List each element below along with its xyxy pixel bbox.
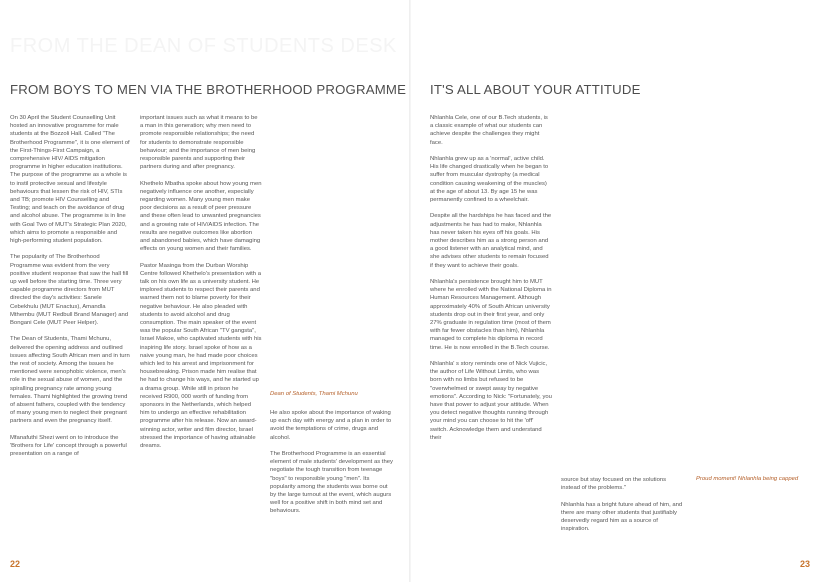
- paragraph: Mfanafuthi Shezi went on to introduce the 'Brothers for Life' concept through a powerful presentation on a range of: [10, 434, 127, 458]
- paragraph: Khethelo Mbatha spoke about how young men negatively influence one another, especially regarding women. Many young men make poor decisions as a result of peer pressure and these often lead to unwanted pregnancies and a growing rate of HIV/AIDS infection. The results are negative outcomes like abortion and abandoned babies, which have damaging effects on young women and their families.: [140, 180, 262, 253]
- paragraph: source but stay focused on the solutions instead of the problems.": [561, 477, 667, 492]
- page-gutter: [409, 0, 411, 582]
- paragraph: The Brotherhood Programme is an essential element of male students' development as they negotiate the tough transition from teenage "boys" to responsible young "men". Its popularity among the students was borne out by the large turnout at the event, which augurs well for a positive shift in both mind set and behaviours.: [270, 451, 393, 515]
- paragraph: Despite all the hardships he has faced and the adjustments he has had to make, Nhlanhla has never taken his eyes off his goals. His mother describes him as a strong person and a good listener with an analytical mind, and she advises other students to remain focused if they want to achieve their goals.: [430, 213, 552, 269]
- paragraph: The Dean of Students, Thami Mchunu, delivered the opening address and outlined issues affecting South African men and in turn the rest of society. Among the issues he mentioned were xenophobic violence, men's role in the sexual abuse of women, and the spiralling pregnancy rate among young females. Thami highlighted the growing trend of absent fathers, coupled with the tendency of many young men to neglect their pregnant partners and even the pregnancy itself.: [10, 336, 130, 425]
- left-column-2: [140, 114, 262, 458]
- photo-caption-dean: Dean of Students, Thami Mchunu: [270, 391, 358, 397]
- paragraph: On 30 April the Student Counselling Unit hosted an innovative programme for male students at the Bozzoli Hall. Called "The Brotherhood Programme", it is one element of the First-Things-First Campaign, a comprehensive HIV/ AIDS mitigation programme in higher education institutions. The purpose of the programme as a whole is to instil protective sexual and lifestyle behaviours that lessen the risk of HIV, STIs and TB; promote HIV Counselling and Testing; and teach on the avoidance of drug and alcohol abuse. The programme is in line with Goal Two of MUT's Strategic Plan 2020, which aims to promote a responsible and high-performing student population.: [10, 115, 130, 245]
- paragraph: Nhlanhla grew up as a 'normal', active child. His life changed drastically when he began to suffer from muscular dystrophy (a medical condition causing weakening of the muscles) at the age of about 13. By age 15 he was permanently confined to a wheelchair.: [430, 156, 549, 204]
- paragraph: Nhlanhla Cele, one of our B.Tech students, is a classic example of what our students can achieve despite the challenges they might face.: [430, 115, 548, 146]
- page-number-right: 23: [800, 559, 811, 569]
- article-heading-left: FROM BOYS TO MEN VIA THE BROTHERHOOD PROGRAMME: [10, 82, 407, 97]
- paragraph: Nhlanhla has a bright future ahead of him, and there are many other students that justifiably deservedly regard him as a source of inspiration.: [561, 501, 683, 533]
- banner-title: FROM THE DEAN OF STUDENTS DESK: [10, 35, 397, 57]
- paragraph: Pastor Masinga from the Durban Worship Centre followed Khethelo's presentation with a talk on his own life as a university student. He implored students to respect their parents and warned them not to blame poverty for their negative behaviour. He also pleaded with students to avoid alcohol and drug consumption. The main speaker of the event was the popular South African "TV gangsta", Israel Makoe, who captivated students with his inspiring life story. Israel spoke of how as a naive young man, he had made poor choices which led to his arrest and imprisonment for housebreaking. Prison made him realise that he had to change his ways, and he started up a drama group. While still in prison he received R900, 000 worth of funding from sponsors in the Netherlands, which helped him to undergo an effective rehabilitation programme after his release. Now an award-winning actor, writer and film director, Israel stressed the importance of having attainable dreams.: [140, 262, 262, 450]
- left-column-3: [270, 409, 395, 524]
- right-column-1: [430, 114, 552, 450]
- paragraph: Nhlanhla' s story reminds one of Nick Vujicic, the author of Life Without Limits, who was born with no limbs but refused to be "overwhelmed or swept away by negative emotions". According to Nick: "Fortunately, you have that power to adjust your attitude. When you detect negative thoughts running through your mind you can choose to hit the 'off' switch. Acknowledge them and understand their: [430, 361, 552, 441]
- paragraph: The popularity of The Brotherhood Programme was evident from the very positive student response that saw the hall fill up well before the starting time. Three very capable programme directors from MUT directed the day's activities: Sanele Cebekhulu (MUT Enactus), Amandla Mthembu (MUT Redbull Brand Manager) and Bongani Cele (MUT Peer Helper).: [10, 254, 129, 327]
- paragraph: important issues such as what it means to be a man in this generation; why men need to promote responsible relationships; the need for students to demonstrate responsible behaviour; and the importance of men being responsible parents and supporting their partners during and after pregnancy.: [140, 115, 258, 171]
- photo-caption-nhlanhla: Proud moment! Nhlanhla being capped: [696, 476, 799, 482]
- article-heading-right: IT'S ALL ABOUT YOUR ATTITUDE: [430, 82, 641, 97]
- left-column-1: [10, 114, 130, 467]
- right-column-2: [561, 476, 686, 542]
- paragraph: He also spoke about the importance of waking up each day with energy and a plan in order to avoid the temptations of crime, drugs and alcohol.: [270, 410, 392, 441]
- page-number-left: 22: [10, 559, 21, 569]
- paragraph: Nhlanhla's persistence brought him to MUT where he enrolled with the National Diploma in Human Resources Management. Although approximately 40% of South African university students drop out in their first year, and only 27% graduate in regulation time (most of them with far fewer obstacles than him), Nhlanhla managed to complete his diploma in record time. He is now enrolled in the B.Tech course.: [430, 279, 552, 351]
